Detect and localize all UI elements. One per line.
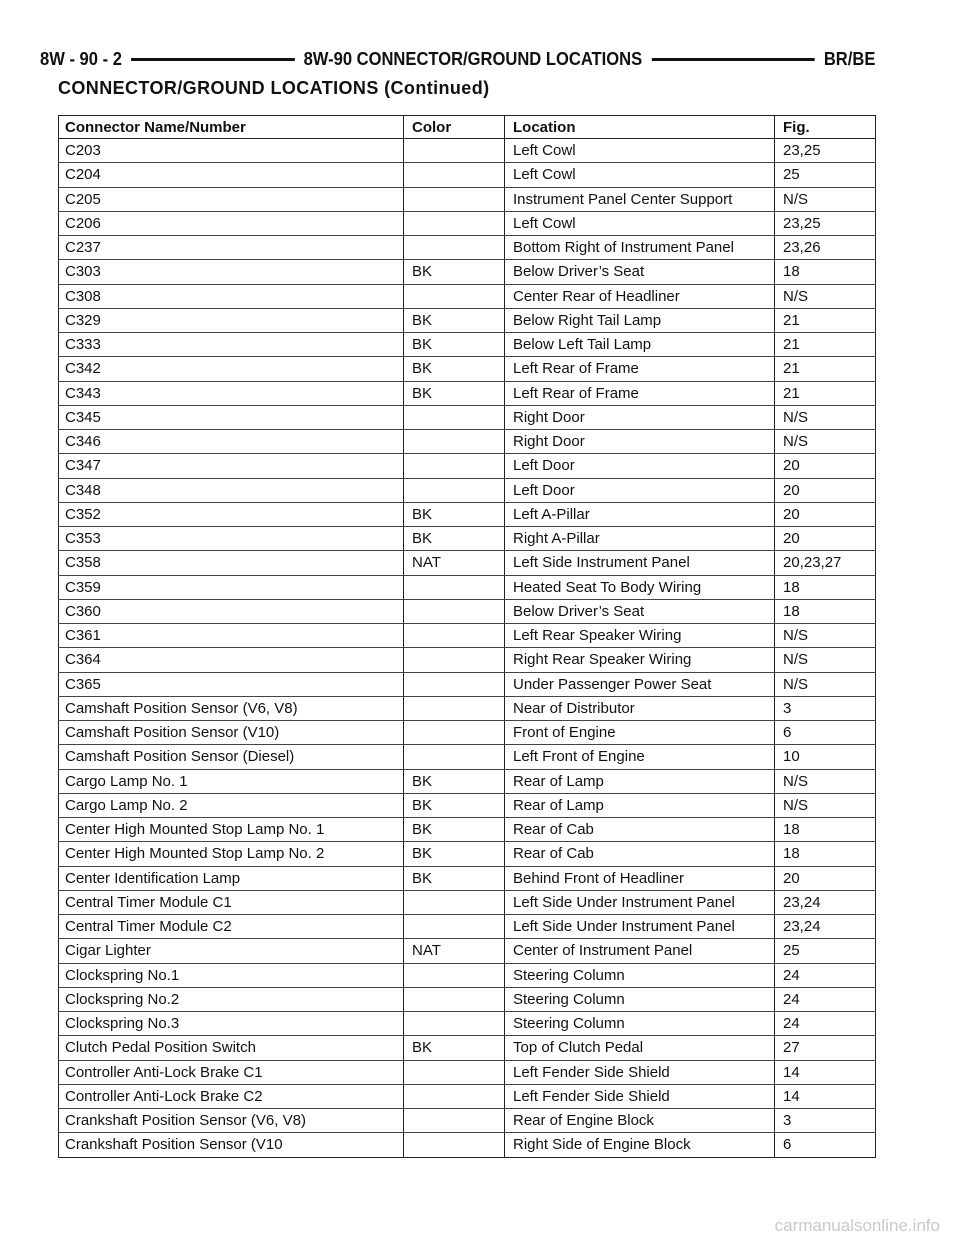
color-cell bbox=[404, 284, 505, 308]
color-cell bbox=[404, 575, 505, 599]
table-row bbox=[59, 1012, 876, 1036]
fig-cell: 23,25 bbox=[775, 139, 876, 163]
table-row bbox=[59, 333, 876, 357]
connector-cell: Clockspring No.1 bbox=[59, 963, 404, 987]
color-cell bbox=[404, 672, 505, 696]
fig-cell: N/S bbox=[775, 672, 876, 696]
connector-cell: C206 bbox=[59, 211, 404, 235]
connector-cell: C329 bbox=[59, 308, 404, 332]
color-cell: BK bbox=[404, 769, 505, 793]
location-cell: Right Side of Engine Block bbox=[505, 1133, 775, 1157]
table-row bbox=[59, 1060, 876, 1084]
connector-cell: C343 bbox=[59, 381, 404, 405]
table-row bbox=[59, 405, 876, 429]
connector-cell: Clockspring No.3 bbox=[59, 1012, 404, 1036]
fig-cell: 27 bbox=[775, 1036, 876, 1060]
location-cell: Left Rear of Frame bbox=[505, 357, 775, 381]
connector-cell: Center Identification Lamp bbox=[59, 866, 404, 890]
location-cell: Steering Column bbox=[505, 963, 775, 987]
table-row bbox=[59, 211, 876, 235]
location-cell: Below Right Tail Lamp bbox=[505, 308, 775, 332]
location-cell: Left Side Under Instrument Panel bbox=[505, 890, 775, 914]
location-cell: Near of Distributor bbox=[505, 696, 775, 720]
connector-cell: C365 bbox=[59, 672, 404, 696]
color-cell bbox=[404, 696, 505, 720]
table-row bbox=[59, 987, 876, 1011]
color-cell bbox=[404, 139, 505, 163]
page-header bbox=[40, 44, 875, 74]
connector-cell: Controller Anti-Lock Brake C1 bbox=[59, 1060, 404, 1084]
color-cell bbox=[404, 211, 505, 235]
table-row bbox=[59, 1036, 876, 1060]
fig-cell: 3 bbox=[775, 1109, 876, 1133]
location-cell: Right A-Pillar bbox=[505, 527, 775, 551]
connector-cell: C348 bbox=[59, 478, 404, 502]
color-cell: BK bbox=[404, 333, 505, 357]
location-cell: Below Left Tail Lamp bbox=[505, 333, 775, 357]
connector-cell: C205 bbox=[59, 187, 404, 211]
connector-cell: C347 bbox=[59, 454, 404, 478]
color-cell: BK bbox=[404, 260, 505, 284]
connector-cell: Clockspring No.2 bbox=[59, 987, 404, 1011]
connector-cell: C353 bbox=[59, 527, 404, 551]
connector-cell: C204 bbox=[59, 163, 404, 187]
color-cell bbox=[404, 405, 505, 429]
fig-cell: 18 bbox=[775, 260, 876, 284]
table-row bbox=[59, 551, 876, 575]
location-cell: Center Rear of Headliner bbox=[505, 284, 775, 308]
fig-cell: 20 bbox=[775, 527, 876, 551]
connector-cell: Crankshaft Position Sensor (V6, V8) bbox=[59, 1109, 404, 1133]
fig-cell: N/S bbox=[775, 769, 876, 793]
color-cell: BK bbox=[404, 381, 505, 405]
table-row bbox=[59, 721, 876, 745]
table-row bbox=[59, 769, 876, 793]
table-row bbox=[59, 793, 876, 817]
color-cell bbox=[404, 163, 505, 187]
table-row bbox=[59, 236, 876, 260]
connector-cell: Center High Mounted Stop Lamp No. 2 bbox=[59, 842, 404, 866]
location-cell: Instrument Panel Center Support bbox=[505, 187, 775, 211]
location-cell: Left Cowl bbox=[505, 163, 775, 187]
location-cell: Rear of Cab bbox=[505, 842, 775, 866]
connector-cell: Clutch Pedal Position Switch bbox=[59, 1036, 404, 1060]
fig-cell: 20 bbox=[775, 866, 876, 890]
connector-cell: C303 bbox=[59, 260, 404, 284]
location-cell: Bottom Right of Instrument Panel bbox=[505, 236, 775, 260]
color-cell bbox=[404, 963, 505, 987]
location-cell: Top of Clutch Pedal bbox=[505, 1036, 775, 1060]
fig-cell: N/S bbox=[775, 430, 876, 454]
fig-cell: 18 bbox=[775, 599, 876, 623]
table-row bbox=[59, 163, 876, 187]
location-cell: Steering Column bbox=[505, 1012, 775, 1036]
column-header-color: Color bbox=[404, 116, 505, 139]
location-cell: Center of Instrument Panel bbox=[505, 939, 775, 963]
fig-cell: 14 bbox=[775, 1084, 876, 1108]
table-row bbox=[59, 284, 876, 308]
connector-cell: C352 bbox=[59, 502, 404, 526]
fig-cell: 23,25 bbox=[775, 211, 876, 235]
table-row bbox=[59, 915, 876, 939]
location-cell: Front of Engine bbox=[505, 721, 775, 745]
connector-cell: C359 bbox=[59, 575, 404, 599]
connector-cell: Camshaft Position Sensor (Diesel) bbox=[59, 745, 404, 769]
color-cell: BK bbox=[404, 793, 505, 817]
header-rule-right bbox=[651, 58, 814, 61]
fig-cell: 21 bbox=[775, 381, 876, 405]
table-row bbox=[59, 139, 876, 163]
fig-cell: 6 bbox=[775, 721, 876, 745]
fig-cell: 20,23,27 bbox=[775, 551, 876, 575]
color-cell bbox=[404, 1133, 505, 1157]
location-cell: Left Fender Side Shield bbox=[505, 1084, 775, 1108]
fig-cell: 21 bbox=[775, 357, 876, 381]
fig-cell: 18 bbox=[775, 842, 876, 866]
table-row bbox=[59, 866, 876, 890]
fig-cell: N/S bbox=[775, 405, 876, 429]
fig-cell: 18 bbox=[775, 575, 876, 599]
color-cell bbox=[404, 915, 505, 939]
header-rule-left bbox=[131, 58, 294, 61]
color-cell: BK bbox=[404, 1036, 505, 1060]
location-cell: Left A-Pillar bbox=[505, 502, 775, 526]
fig-cell: N/S bbox=[775, 187, 876, 211]
color-cell: BK bbox=[404, 818, 505, 842]
connector-cell: Central Timer Module C1 bbox=[59, 890, 404, 914]
table-row bbox=[59, 963, 876, 987]
fig-cell: 20 bbox=[775, 478, 876, 502]
table-row bbox=[59, 502, 876, 526]
location-cell: Right Door bbox=[505, 430, 775, 454]
table-row bbox=[59, 575, 876, 599]
fig-cell: N/S bbox=[775, 284, 876, 308]
connector-location-table bbox=[58, 115, 876, 1158]
color-cell bbox=[404, 987, 505, 1011]
color-cell bbox=[404, 454, 505, 478]
table-row bbox=[59, 890, 876, 914]
table-row bbox=[59, 1133, 876, 1157]
connector-cell: C361 bbox=[59, 624, 404, 648]
connector-cell: C345 bbox=[59, 405, 404, 429]
color-cell bbox=[404, 187, 505, 211]
table-row bbox=[59, 648, 876, 672]
color-cell: NAT bbox=[404, 939, 505, 963]
color-cell bbox=[404, 1109, 505, 1133]
fig-cell: 25 bbox=[775, 163, 876, 187]
table-row bbox=[59, 1084, 876, 1108]
connector-cell: Camshaft Position Sensor (V6, V8) bbox=[59, 696, 404, 720]
location-cell: Behind Front of Headliner bbox=[505, 866, 775, 890]
table-row bbox=[59, 381, 876, 405]
fig-cell: 24 bbox=[775, 987, 876, 1011]
table-row bbox=[59, 187, 876, 211]
table-row bbox=[59, 478, 876, 502]
location-cell: Below Driver’s Seat bbox=[505, 599, 775, 623]
connector-cell: Cargo Lamp No. 1 bbox=[59, 769, 404, 793]
page-number: 8W - 90 - 2 bbox=[40, 48, 122, 69]
color-cell: BK bbox=[404, 357, 505, 381]
location-cell: Left Door bbox=[505, 478, 775, 502]
table-row bbox=[59, 842, 876, 866]
table-row bbox=[59, 454, 876, 478]
color-cell: BK bbox=[404, 502, 505, 526]
table-row bbox=[59, 430, 876, 454]
color-cell bbox=[404, 1060, 505, 1084]
fig-cell: 14 bbox=[775, 1060, 876, 1084]
location-cell: Rear of Cab bbox=[505, 818, 775, 842]
color-cell bbox=[404, 890, 505, 914]
connector-cell: Central Timer Module C2 bbox=[59, 915, 404, 939]
connector-cell: Cigar Lighter bbox=[59, 939, 404, 963]
color-cell bbox=[404, 478, 505, 502]
connector-cell: C308 bbox=[59, 284, 404, 308]
location-cell: Left Fender Side Shield bbox=[505, 1060, 775, 1084]
connector-cell: C346 bbox=[59, 430, 404, 454]
table-body bbox=[59, 139, 876, 1158]
connector-cell: C237 bbox=[59, 236, 404, 260]
fig-cell: 23,26 bbox=[775, 236, 876, 260]
table-row bbox=[59, 527, 876, 551]
fig-cell: 20 bbox=[775, 502, 876, 526]
table-row bbox=[59, 696, 876, 720]
fig-cell: 21 bbox=[775, 308, 876, 332]
color-cell bbox=[404, 648, 505, 672]
connector-cell: Crankshaft Position Sensor (V10 bbox=[59, 1133, 404, 1157]
table-row bbox=[59, 818, 876, 842]
page-subtitle: CONNECTOR/GROUND LOCATIONS (Continued) bbox=[58, 78, 490, 98]
connector-cell: C358 bbox=[59, 551, 404, 575]
color-cell: BK bbox=[404, 527, 505, 551]
location-cell: Left Side Instrument Panel bbox=[505, 551, 775, 575]
color-cell: BK bbox=[404, 308, 505, 332]
fig-cell: 23,24 bbox=[775, 890, 876, 914]
connector-cell: C333 bbox=[59, 333, 404, 357]
fig-cell: N/S bbox=[775, 793, 876, 817]
location-cell: Left Door bbox=[505, 454, 775, 478]
color-cell: BK bbox=[404, 866, 505, 890]
table-row bbox=[59, 308, 876, 332]
model-code: BR/BE bbox=[823, 48, 876, 69]
location-cell: Below Driver’s Seat bbox=[505, 260, 775, 284]
table-row bbox=[59, 357, 876, 381]
fig-cell: 20 bbox=[775, 454, 876, 478]
fig-cell: 25 bbox=[775, 939, 876, 963]
location-cell: Rear of Lamp bbox=[505, 793, 775, 817]
location-cell: Steering Column bbox=[505, 987, 775, 1011]
color-cell: BK bbox=[404, 842, 505, 866]
location-cell: Rear of Engine Block bbox=[505, 1109, 775, 1133]
location-cell: Left Side Under Instrument Panel bbox=[505, 915, 775, 939]
color-cell bbox=[404, 1012, 505, 1036]
connector-cell: C364 bbox=[59, 648, 404, 672]
connector-cell: C360 bbox=[59, 599, 404, 623]
color-cell: NAT bbox=[404, 551, 505, 575]
section-title: 8W-90 CONNECTOR/GROUND LOCATIONS bbox=[303, 48, 643, 69]
table-row bbox=[59, 745, 876, 769]
table-row bbox=[59, 260, 876, 284]
table-header-row bbox=[59, 116, 876, 139]
color-cell bbox=[404, 745, 505, 769]
color-cell bbox=[404, 430, 505, 454]
color-cell bbox=[404, 1084, 505, 1108]
color-cell bbox=[404, 721, 505, 745]
connector-cell: Cargo Lamp No. 2 bbox=[59, 793, 404, 817]
watermark: carmanualsonline.info bbox=[774, 1216, 940, 1235]
connector-cell: Camshaft Position Sensor (V10) bbox=[59, 721, 404, 745]
column-header-connector: Connector Name/Number bbox=[59, 116, 404, 139]
color-cell bbox=[404, 236, 505, 260]
fig-cell: N/S bbox=[775, 624, 876, 648]
location-cell: Right Door bbox=[505, 405, 775, 429]
fig-cell: 18 bbox=[775, 818, 876, 842]
fig-cell: 23,24 bbox=[775, 915, 876, 939]
location-cell: Heated Seat To Body Wiring bbox=[505, 575, 775, 599]
fig-cell: 3 bbox=[775, 696, 876, 720]
fig-cell: N/S bbox=[775, 648, 876, 672]
fig-cell: 21 bbox=[775, 333, 876, 357]
fig-cell: 24 bbox=[775, 963, 876, 987]
location-cell: Rear of Lamp bbox=[505, 769, 775, 793]
location-cell: Left Front of Engine bbox=[505, 745, 775, 769]
location-cell: Left Cowl bbox=[505, 211, 775, 235]
table-row bbox=[59, 1109, 876, 1133]
connector-cell: Center High Mounted Stop Lamp No. 1 bbox=[59, 818, 404, 842]
color-cell bbox=[404, 624, 505, 648]
location-cell: Right Rear Speaker Wiring bbox=[505, 648, 775, 672]
table-row bbox=[59, 599, 876, 623]
connector-cell: C342 bbox=[59, 357, 404, 381]
location-cell: Left Rear Speaker Wiring bbox=[505, 624, 775, 648]
table-row bbox=[59, 672, 876, 696]
column-header-location: Location bbox=[505, 116, 775, 139]
location-cell: Left Cowl bbox=[505, 139, 775, 163]
connector-cell: Controller Anti-Lock Brake C2 bbox=[59, 1084, 404, 1108]
fig-cell: 6 bbox=[775, 1133, 876, 1157]
fig-cell: 24 bbox=[775, 1012, 876, 1036]
column-header-fig: Fig. bbox=[775, 116, 876, 139]
location-cell: Under Passenger Power Seat bbox=[505, 672, 775, 696]
connector-cell: C203 bbox=[59, 139, 404, 163]
fig-cell: 10 bbox=[775, 745, 876, 769]
location-cell: Left Rear of Frame bbox=[505, 381, 775, 405]
table-row bbox=[59, 624, 876, 648]
table-row bbox=[59, 939, 876, 963]
color-cell bbox=[404, 599, 505, 623]
